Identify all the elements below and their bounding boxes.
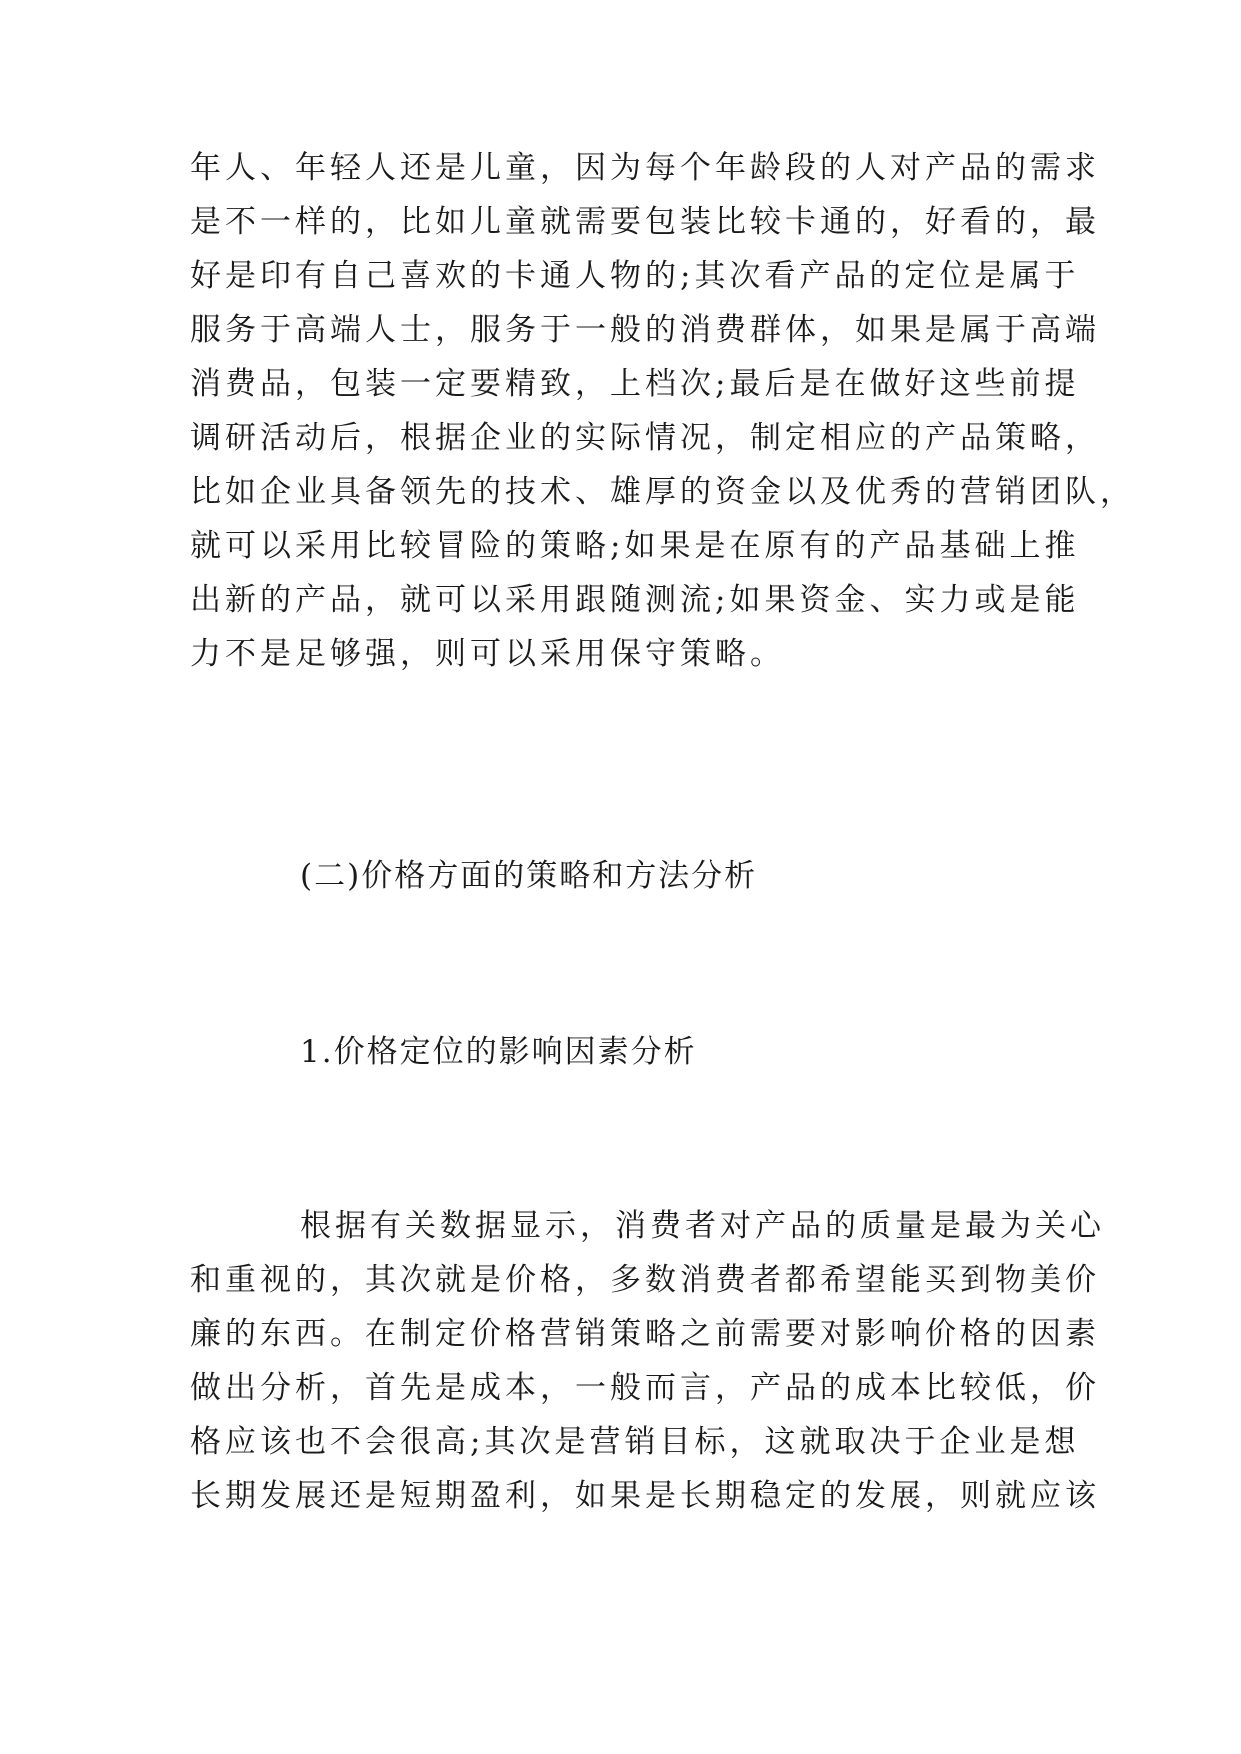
paragraph-line: 格应该也不会很高;其次是营销目标，这就取决于企业是想 <box>190 1424 1080 1460</box>
paragraph-line: 比如企业具备领先的技术、雄厚的资金以及优秀的营销团队， <box>190 474 1135 510</box>
paragraph-line: 做出分析，首先是成本，一般而言，产品的成本比较低，价 <box>190 1370 1100 1406</box>
paragraph-line: 年人、年轻人还是儿童，因为每个年龄段的人对产品的需求 <box>190 150 1100 186</box>
paragraph-line: 根据有关数据显示，消费者对产品的质量是最为关心 <box>300 1208 1105 1244</box>
paragraph-line: 出新的产品，就可以采用跟随测流;如果资金、实力或是能 <box>190 582 1080 618</box>
paragraph-line: 是不一样的，比如儿童就需要包装比较卡通的，好看的，最 <box>190 204 1100 240</box>
paragraph-line: 廉的东西。在制定价格营销策略之前需要对影响价格的因素 <box>190 1316 1100 1352</box>
paragraph-line: 调研活动后，根据企业的实际情况，制定相应的产品策略， <box>190 420 1100 456</box>
paragraph-line: 消费品，包装一定要精致，上档次;最后是在做好这些前提 <box>190 366 1080 402</box>
paragraph-line: 服务于高端人士，服务于一般的消费群体，如果是属于高端 <box>190 312 1100 348</box>
section-heading: (二)价格方面的策略和方法分析 <box>300 858 758 894</box>
paragraph-line: 和重视的，其次就是价格，多数消费者都希望能买到物美价 <box>190 1262 1100 1298</box>
paragraph-line: 就可以采用比较冒险的策略;如果是在原有的产品基础上推 <box>190 528 1080 564</box>
paragraph-line: 力不是足够强，则可以采用保守策略。 <box>190 636 785 672</box>
paragraph-line: 好是印有自己喜欢的卡通人物的;其次看产品的定位是属于 <box>190 258 1080 294</box>
subsection-heading: 1.价格定位的影响因素分析 <box>300 1034 697 1070</box>
paragraph-line: 长期发展还是短期盈利，如果是长期稳定的发展，则就应该 <box>190 1478 1100 1514</box>
